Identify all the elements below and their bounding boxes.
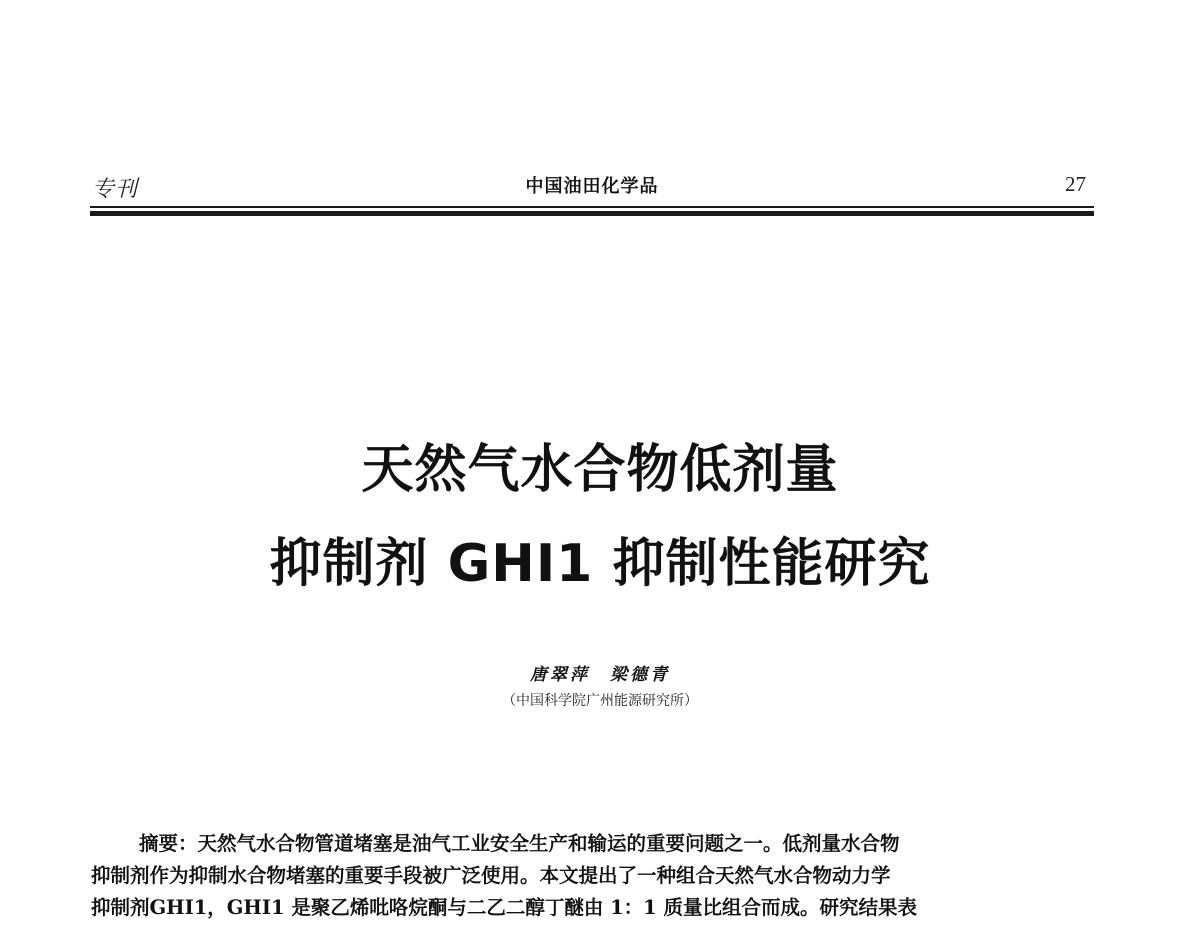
- header-section-label: 专刊: [92, 177, 139, 202]
- author-affiliation: （中国科学院广州能源研究所）: [502, 693, 698, 709]
- running-header: [90, 168, 1094, 204]
- abstract-text: [91, 828, 1099, 924]
- title-line-1: 天然气水合物低剂量: [361, 440, 839, 500]
- header-page-number: 27: [1065, 172, 1086, 196]
- abstract-line-2: 抑制剂作为抑制水合物堵塞的重要手段被广泛使用。本文提出了一种组合天然气水合物动力学: [91, 864, 891, 887]
- header-rule-thin: [90, 206, 1094, 208]
- abstract-line-3: 抑制剂GHI1，GHI1 是聚乙烯吡咯烷酮与二乙二醇丁醚由 1：1 质量比组合而成。研究结果表: [91, 896, 918, 919]
- title-line-2: 抑制剂 GHI1 抑制性能研究: [269, 534, 931, 594]
- header-rule-thick: [90, 211, 1094, 216]
- paper-title: [0, 438, 1200, 596]
- abstract-line-1: 摘要：天然气水合物管道堵塞是油气工业安全生产和输运的重要问题之一。低剂量水合物: [139, 832, 900, 855]
- author-list: 唐翠萍 梁德青: [530, 665, 670, 685]
- header-journal-name: 中国油田化学品: [525, 176, 659, 197]
